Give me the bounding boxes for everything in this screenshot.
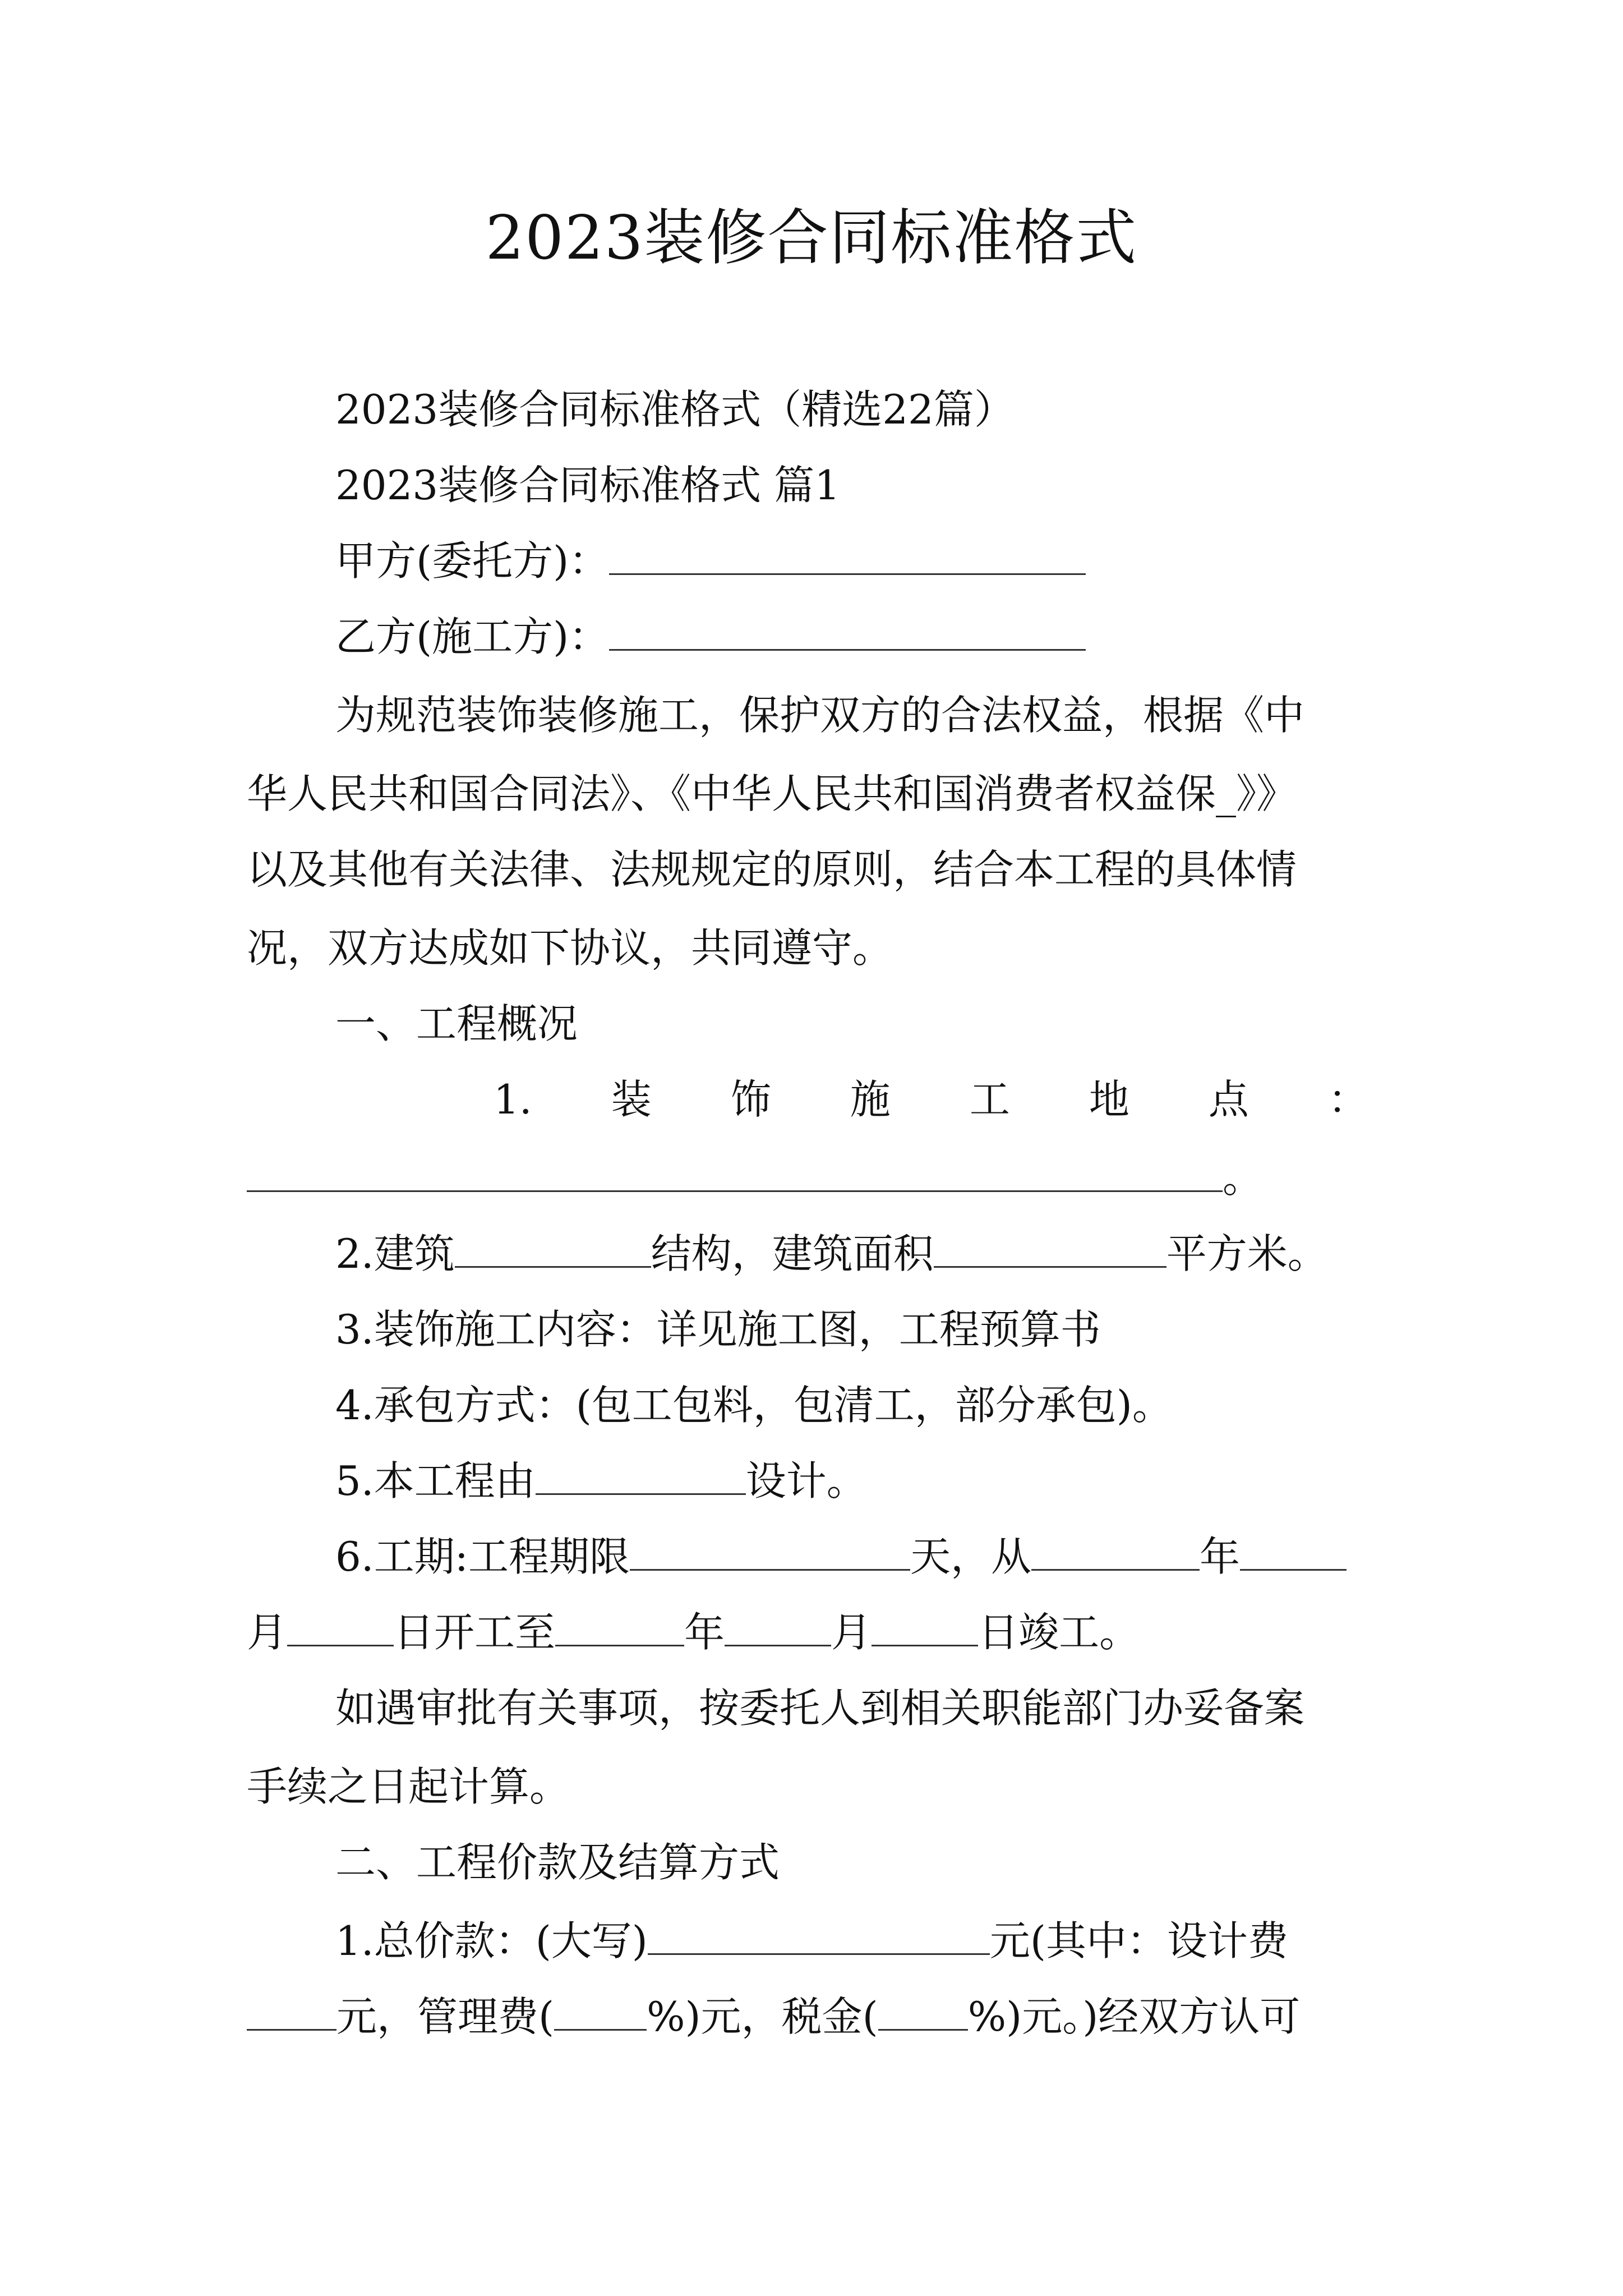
item-1-blank-line xyxy=(247,1150,1263,1206)
item-6-end-year: 年 xyxy=(684,1609,725,1656)
party-b-blank[interactable] xyxy=(609,648,1086,651)
price-tax: %)元，税金( xyxy=(647,1993,878,2040)
end-day-blank[interactable] xyxy=(872,1644,978,1646)
decoration-address-blank[interactable] xyxy=(247,1190,1223,1192)
item-1-char: 1. xyxy=(494,1076,532,1123)
start-year-blank[interactable] xyxy=(1031,1568,1200,1571)
item-5-label: 5.本工程由 xyxy=(335,1457,536,1504)
price-line-2 xyxy=(247,1989,1300,2045)
item-1-char: 点 xyxy=(1208,1076,1249,1123)
subtitle: 2023装修合同标准格式（精选22篇） xyxy=(335,386,1015,433)
section-1-heading: 一、工程概况 xyxy=(335,1000,578,1047)
item-6-end: 日竣工。 xyxy=(978,1609,1140,1656)
preamble-line-3: 以及其他有关法律、法规规定的原则，结合本工程的具体情 xyxy=(247,846,1297,893)
item-6-line-1 xyxy=(335,1529,1347,1585)
total-price-blank[interactable] xyxy=(648,1953,990,1955)
item-5-line xyxy=(335,1453,867,1509)
duration-days-blank[interactable] xyxy=(630,1568,910,1571)
price-end: %)元。)经双方认可 xyxy=(967,1993,1301,2040)
item-6-start-to: 日开工至 xyxy=(394,1609,556,1656)
tax-rate-blank[interactable] xyxy=(878,2028,968,2031)
item-1-char: 工 xyxy=(969,1076,1010,1123)
designer-blank[interactable] xyxy=(536,1493,746,1495)
area-blank[interactable] xyxy=(934,1266,1166,1268)
item-2-mid: 结构，建筑面积 xyxy=(651,1230,934,1277)
item-6-end-month: 月 xyxy=(831,1609,872,1656)
item-2-line xyxy=(335,1226,1328,1282)
end-year-blank[interactable] xyxy=(555,1644,684,1646)
item-6-from: 天，从 xyxy=(910,1533,1031,1580)
structure-blank[interactable] xyxy=(455,1266,651,1268)
document-title: 2023装修合同标准格式 xyxy=(485,203,1138,273)
item-1-char: 地 xyxy=(1089,1076,1129,1123)
item-1-end: 。 xyxy=(1223,1154,1264,1202)
item-1-char: ： xyxy=(1327,1076,1368,1123)
party-b-line xyxy=(335,609,1086,665)
article-heading: 2023装修合同标准格式 篇1 xyxy=(335,462,840,509)
preamble-line-4: 况，双方达成如下协议，共同遵守。 xyxy=(247,924,893,972)
item-6-label: 6.工期:工程期限 xyxy=(335,1533,630,1580)
item-1-spread xyxy=(494,1071,1368,1128)
item-6-line-2 xyxy=(247,1604,1140,1660)
section-2-heading: 二、工程价款及结算方式 xyxy=(335,1839,780,1886)
end-month-blank[interactable] xyxy=(725,1644,831,1646)
party-a-label: 甲方(委托方)： xyxy=(335,537,610,585)
party-a-line xyxy=(335,533,1086,589)
approval-line-2: 手续之日起计算。 xyxy=(247,1763,570,1810)
item-1-char: 装 xyxy=(611,1076,652,1123)
preamble-line-2: 华人民共和国合同法》、《中华人民共和国消费者权益保_》》 xyxy=(247,770,1297,817)
price-design-fee: 元(其中：设计费 xyxy=(989,1917,1288,1964)
price-management-fee: 元，管理费( xyxy=(336,1993,555,2040)
design-fee-blank[interactable] xyxy=(247,2028,336,2031)
preamble-line-1: 为规范装饰装修施工，保护双方的合法权益，根据《中 xyxy=(335,692,1305,739)
price-line-1 xyxy=(335,1913,1288,1969)
start-month-blank[interactable] xyxy=(1240,1568,1347,1571)
item-4: 4.承包方式：(包工包料，包清工，部分承包)。 xyxy=(335,1382,1173,1429)
item-6-year: 年 xyxy=(1199,1533,1240,1580)
party-a-blank[interactable] xyxy=(609,573,1086,575)
item-1-char: 饰 xyxy=(730,1076,771,1123)
item-1-char: 施 xyxy=(850,1076,891,1123)
item-3: 3.装饰施工内容：详见施工图，工程预算书 xyxy=(335,1306,1101,1353)
party-b-label: 乙方(施工方)： xyxy=(335,613,610,660)
item-2-unit: 平方米。 xyxy=(1166,1230,1328,1277)
price-label: 1.总价款：(大写) xyxy=(335,1917,648,1964)
start-day-blank[interactable] xyxy=(287,1644,394,1646)
item-6-month: 月 xyxy=(247,1609,288,1656)
item-5-end: 设计。 xyxy=(745,1457,867,1504)
item-2-label: 2.建筑 xyxy=(335,1230,455,1277)
approval-line-1: 如遇审批有关事项，按委托人到相关职能部门办妥备案 xyxy=(335,1685,1305,1732)
management-rate-blank[interactable] xyxy=(554,2028,647,2031)
